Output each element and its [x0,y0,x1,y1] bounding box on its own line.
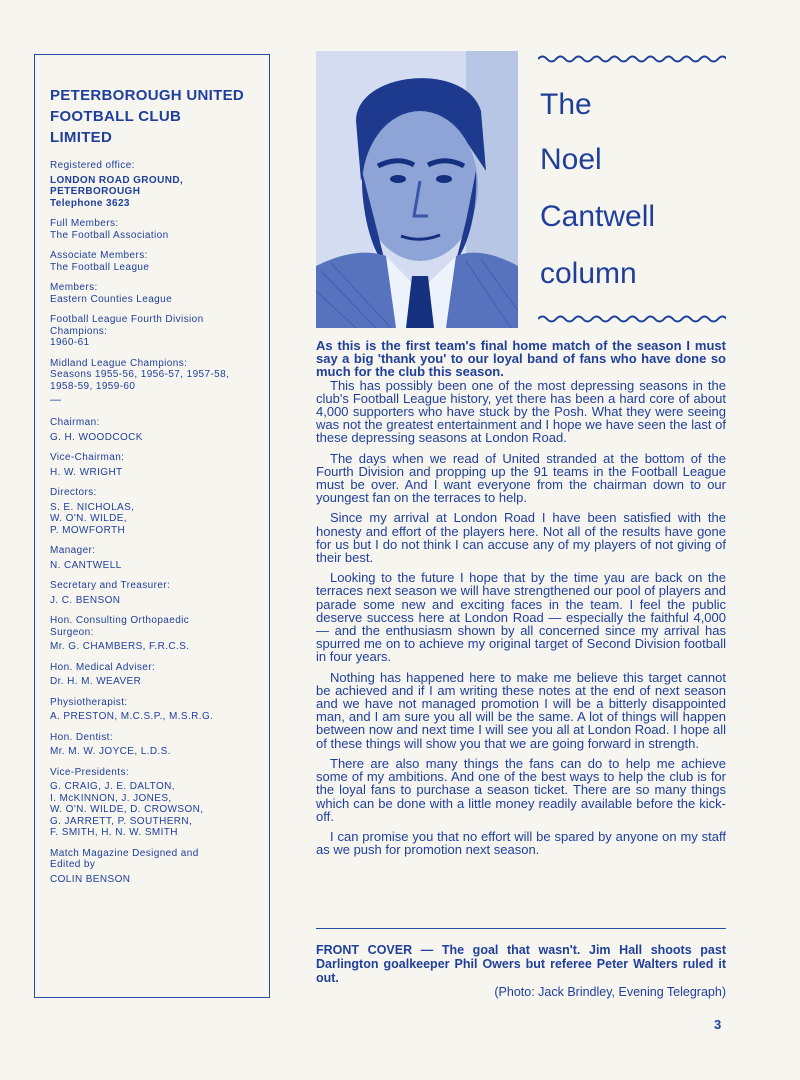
dentist: Hon. Dentist: Mr. M. W. JOYCE, L.D.S. [50,731,171,757]
club-info-panel [34,54,270,998]
full-members: Full Members: The Football Association [50,218,169,241]
portrait-illustration [316,51,518,328]
article-paragraph: Looking to the future I hope that by the time yau are back on the terraces next season we will have strengthened our pool of players and parade some new and exciting faces in the team. I feel the public deserve success here at London Road — especially the faithful 4,000 — and the enthusiasm shown by all concerned since my arrival has spurred me on to achieve my original target of Second Division football in four years. [316,570,726,665]
title-line-4: column [540,257,637,290]
page-number: 3 [714,1017,722,1032]
chairman: Chairman: G. H. WOODCOCK [50,417,143,443]
physiotherapist: Physiotherapist: A. PRESTON, M.C.S.P., M.S.R.G. [50,696,214,722]
article-paragraph: This has possibly been one of the most depressing seasons in the club's Football League history, yet there has been a hard core of about 4,000 supporters who have stuck by the Posh. What they were seeing was not the greatest entertainment and I hope we have seen the last of these depressing seasons at London Road. [316,377,726,446]
medical-adviser: Hon. Medical Adviser: Dr. H. M. WEAVER [50,661,156,687]
members: Members: Eastern Counties League [50,282,173,305]
manager: Manager: N. CANTWELL [50,545,122,571]
decorative-wave-bottom [538,314,726,324]
magazine-editor: Match Magazine Designed and Edited by COLIN BENSON [50,847,199,885]
column-title [538,52,728,328]
secretary-treasurer: Secretary and Treasurer: J. C. BENSON [50,580,171,606]
article-lead: As this is the first team's final home match of the season I must say a big 'thank you' to our loyal band of fans who have done so much for the club this season. [316,338,726,380]
photo-credit: (Photo: Jack Brindley, Evening Telegraph) [494,985,726,999]
fourth-division-champions: Football League Fourth Division Champions: 1960-61 [50,314,204,348]
column-article [316,339,726,863]
article-paragraph: The days when we read of United stranded at the bottom of the Fourth Division and propping up the 91 teams in the Football League must be over. And I want everyone from the chairman down to our youngest fan on the terraces to help. [316,450,726,506]
article-paragraph: There are also many things the fans can do to help me achieve some of my ambitions. And one of the best ways to help the club is for the loyal fans to purchase a season ticket. There are so many things which can be done with a little money readily available before the kick-off. [316,755,726,824]
title-line-2: Noel [540,143,602,176]
registered-office: Registered office: LONDON ROAD GROUND, PETERBOROUGH Telephone 3623 [50,160,184,209]
directors: Directors: S. E. NICHOLAS, W. O'N. WILDE, P. MOWFORTH [50,487,135,536]
article-paragraph: Since my arrival at London Road I have been satisfied with the honesty and effort of the players here. Not all of the results have gone for us but I do not think I can accuse any of my players of not giving of their best. [316,510,726,566]
manager-portrait-photo [316,51,518,328]
front-cover-caption: FRONT COVER — The goal that wasn't. Jim Hall shoots past Darlington goalkeeper Phil Owers but referee Peter Walters ruled it out. [316,943,726,985]
decorative-wave-top [538,54,726,64]
title-line-3: Cantwell [540,200,656,233]
club-name: PETERBOROUGH UNITED FOOTBALL CLUB LIMITED [50,87,245,146]
article-paragraph: Nothing has happened here to make me believe this target cannot be achieved and if I am writing these notes at the end of next season and we have not managed promotion I will be a bitterly disappointed man, and I am sure you all will be the same. A lot of things will happen between now and next time I will see you all at London Road. I hope all of these things will show you that we are going forward in strength. [316,669,726,751]
caption-divider [316,928,726,929]
orthopaedic-surgeon: Hon. Consulting Orthopaedic Surgeon: Mr. G. CHAMBERS, F.R.C.S. [50,615,190,652]
article-paragraph: I can promise you that no effort will be spared by anyone on my staff as we push for promotion next season. [316,828,726,858]
associate-members: Associate Members: The Football League [50,250,150,273]
vice-presidents: Vice-Presidents: G. CRAIG, J. E. DALTON, I. McKINNON, J. JONES, W. O'N. WILDE, D. CROWSON, G. JARRETT, P. SOUTHERN, F. SMITH, H. N. W. SMITH [50,766,204,838]
vice-chairman: Vice-Chairman: H. W. WRIGHT [50,452,125,478]
section-dash: — [50,394,61,406]
title-line-1: The [540,88,592,121]
midland-league-champions: Midland League Champions: Seasons 1955-56, 1956-57, 1957-58, 1958-59, 1959-60 [50,357,230,392]
